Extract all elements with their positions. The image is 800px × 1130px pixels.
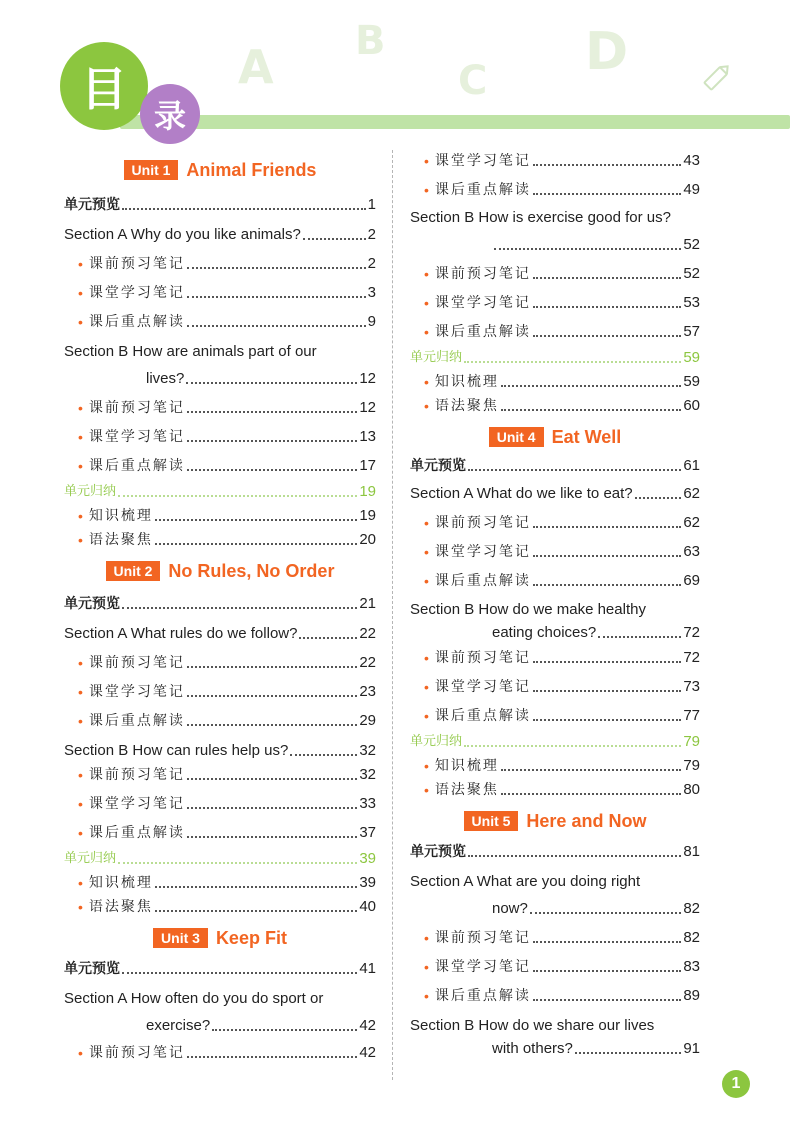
header (0, 0, 800, 150)
toc-entry[interactable]: • 课前预习笔记 12 (78, 399, 376, 416)
toc-entry[interactable]: 单元预览 1 (64, 196, 376, 213)
toc-entry[interactable]: • 课后重点解读 9 (78, 313, 376, 330)
toc-entry[interactable]: • 知识梳理 79 (424, 757, 700, 774)
toc-entry[interactable]: • 课前预习笔记 32 (78, 766, 376, 783)
toc-entry[interactable]: 单元归纳 19 (64, 483, 376, 500)
unit-heading (410, 807, 700, 835)
toc-entry[interactable]: • 语法聚焦 20 (78, 531, 376, 548)
deco-letter-d: D (585, 22, 629, 82)
toc-entry[interactable]: • 知识梳理 59 (424, 373, 700, 390)
toc-entry[interactable]: • 课前预习笔记 2 (78, 255, 376, 272)
toc-entry[interactable]: • 课前预习笔记 72 (424, 649, 700, 666)
header-bar (120, 115, 790, 129)
toc-entry[interactable]: • 课后重点解读 57 (424, 323, 700, 340)
toc-entry[interactable]: Section B How do we make healthy (410, 601, 646, 618)
unit-title: Eat Well (551, 426, 622, 447)
toc-entry[interactable]: Section B How is exercise good for us? (410, 209, 671, 226)
toc-entry[interactable]: • 课前预习笔记 22 (78, 654, 376, 671)
toc-entry[interactable]: 单元归纳 59 (410, 349, 700, 366)
unit-title: Animal Friends (186, 159, 317, 180)
toc-entry[interactable]: Section B How can rules help us? 32 (64, 742, 376, 759)
toc-entry-cont[interactable]: eating choices? 72 (492, 624, 700, 641)
unit-title: No Rules, No Order (168, 560, 335, 581)
toc-entry[interactable]: • 课后重点解读 37 (78, 824, 376, 841)
title-char-mu: 目 (60, 42, 148, 130)
unit-title: Here and Now (526, 810, 647, 831)
toc-entry[interactable]: • 课后重点解读 69 (424, 572, 700, 589)
toc-entry[interactable]: • 课堂学习笔记 43 (424, 152, 700, 169)
toc-entry-cont[interactable]: with others? 91 (492, 1040, 700, 1057)
toc-right-column (410, 150, 700, 1058)
unit-badge: Unit 4 (489, 427, 544, 447)
toc-entry[interactable]: • 课堂学习笔记 73 (424, 678, 700, 695)
unit-badge: Unit 3 (153, 928, 208, 948)
toc-entry[interactable]: • 课前预习笔记 82 (424, 929, 700, 946)
toc-entry[interactable]: • 语法聚焦 80 (424, 781, 700, 798)
toc-entry[interactable]: Section B How do we share our lives (410, 1017, 655, 1034)
toc-entry[interactable]: Section A Why do you like animals? 2 (64, 226, 376, 243)
toc-entry[interactable]: Section A What rules do we follow? 22 (64, 625, 376, 642)
toc-entry[interactable]: 单元预览 41 (64, 960, 376, 977)
column-divider (392, 150, 393, 1080)
toc-entry[interactable]: • 课后重点解读 49 (424, 181, 700, 198)
unit-heading (410, 423, 700, 451)
toc-entry[interactable]: • 课堂学习笔记 23 (78, 683, 376, 700)
unit-badge: Unit 1 (124, 160, 179, 180)
toc-entry[interactable]: Section A How often do you do sport or (64, 990, 324, 1007)
deco-letter-b: B (355, 18, 386, 64)
toc-entry[interactable]: • 课后重点解读 89 (424, 987, 700, 1004)
toc-entry[interactable]: • 课堂学习笔记 53 (424, 294, 700, 311)
toc-left-column (64, 150, 376, 1062)
toc-entry[interactable]: • 课前预习笔记 52 (424, 265, 700, 282)
toc-entry[interactable]: 单元归纳 79 (410, 733, 700, 750)
toc-entry-cont[interactable]: 52 (410, 236, 700, 254)
toc-entry[interactable]: Section B How are animals part of our (64, 343, 317, 360)
toc-entry-cont[interactable]: lives? 12 (146, 370, 376, 387)
toc-entry[interactable]: 单元预览 21 (64, 595, 376, 612)
toc-entry[interactable]: • 课后重点解读 29 (78, 712, 376, 729)
toc-entry[interactable]: Section A What are you doing right (410, 873, 641, 890)
unit-title: Keep Fit (215, 927, 287, 948)
toc-entry[interactable]: • 课堂学习笔记 33 (78, 795, 376, 812)
toc-entry[interactable]: • 课后重点解读 77 (424, 707, 700, 724)
toc-entry[interactable]: • 课前预习笔记 62 (424, 514, 700, 531)
unit-heading (64, 156, 376, 184)
toc-entry[interactable]: • 语法聚焦 60 (424, 397, 700, 414)
toc-entry[interactable]: 单元预览 81 (410, 843, 700, 860)
toc-entry[interactable]: • 课前预习笔记 42 (78, 1044, 376, 1061)
toc-entry[interactable]: 单元归纳 39 (64, 850, 376, 867)
toc-entry[interactable]: • 知识梳理 19 (78, 507, 376, 524)
pencil-icon (700, 60, 734, 94)
toc-entry[interactable]: • 课堂学习笔记 3 (78, 284, 376, 301)
unit-badge: Unit 2 (106, 561, 161, 581)
toc-entry-cont[interactable]: exercise? 42 (146, 1017, 376, 1034)
toc-entry[interactable]: • 课堂学习笔记 63 (424, 543, 700, 560)
toc-entry-cont[interactable]: now? 82 (492, 900, 700, 917)
unit-heading (64, 557, 376, 585)
title-char-lu: 录 (140, 84, 200, 144)
toc-entry[interactable]: • 课堂学习笔记 13 (78, 428, 376, 445)
deco-letter-c: C (458, 58, 488, 104)
toc-entry[interactable]: Section A What do we like to eat? 62 (410, 485, 700, 502)
unit-heading (64, 924, 376, 952)
toc-entry[interactable]: • 课堂学习笔记 83 (424, 958, 700, 975)
toc-entry[interactable]: • 知识梳理 39 (78, 874, 376, 891)
toc-entry[interactable]: • 语法聚焦 40 (78, 898, 376, 915)
unit-badge: Unit 5 (464, 811, 519, 831)
toc-entry[interactable]: • 课后重点解读 17 (78, 457, 376, 474)
toc-entry[interactable]: 单元预览 61 (410, 457, 700, 474)
page-number: 1 (722, 1070, 750, 1098)
deco-letter-a: A (238, 40, 274, 94)
